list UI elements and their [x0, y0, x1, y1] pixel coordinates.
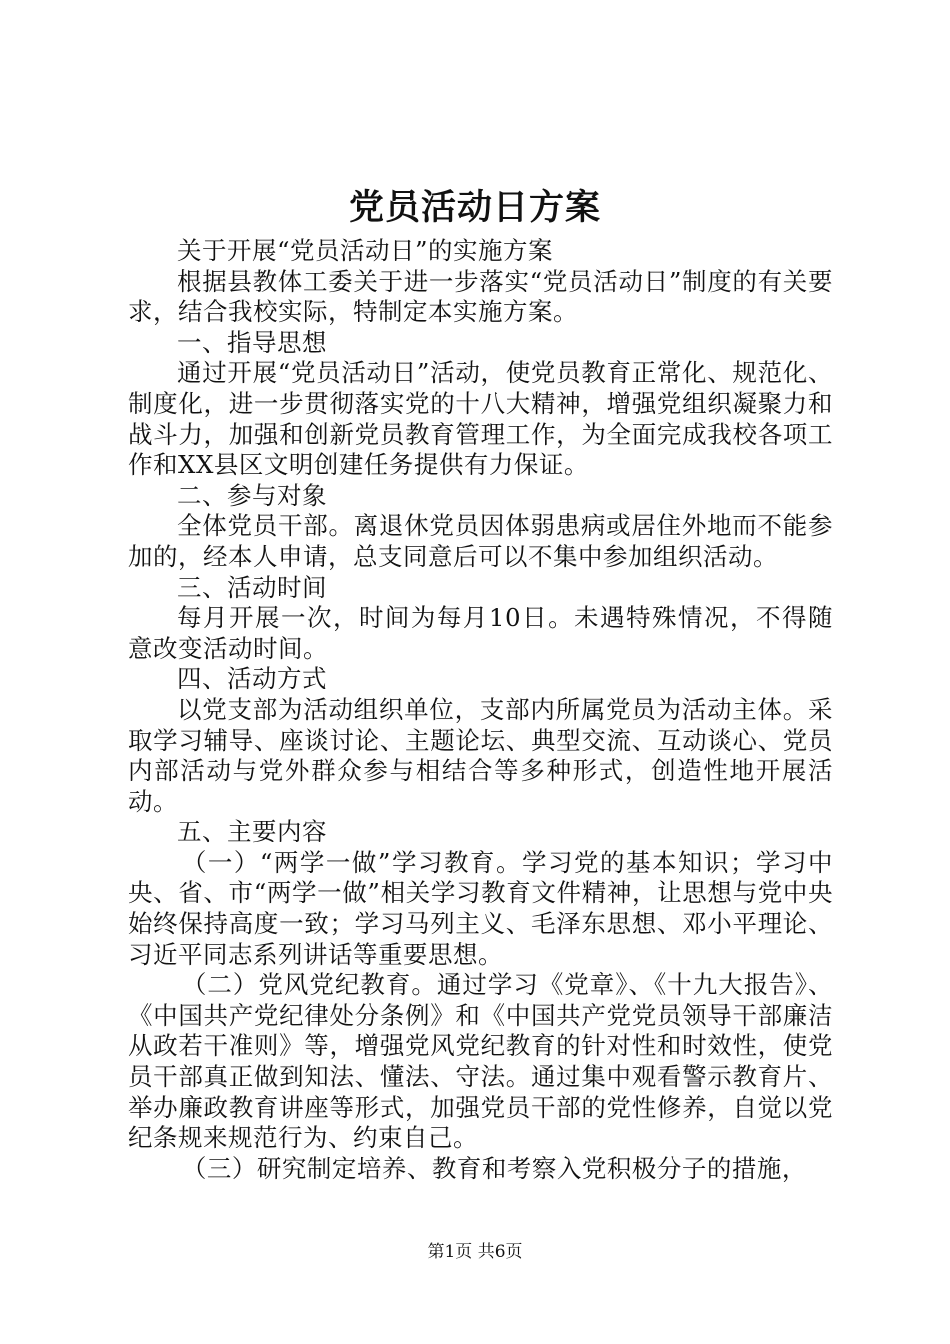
paragraph-intro: 根据县教体工委关于进一步落实“党员活动日”制度的有关要求，结合我校实际，特制定本实施方案。: [128, 266, 833, 327]
page-number-footer: 第1页 共6页: [427, 1242, 523, 1262]
paragraph-subsection-3: （三）研究制定培养、教育和考察入党积极分子的措施，: [181, 1153, 807, 1183]
paragraph-subsection-2: （二）党风党纪教育。通过学习《党章》、《十九大报告》、《中国共产党纪律处分条例》和《中国共产党党员领导干部廉洁从政若干准则》等，增强党风党纪教育的针对性和时效性，使党员干部真正做到知法、懂法、守法。通过集中观看警示教育片、举办廉政教育讲座等形式，加强党员干部的党性修养，自觉以党纪条规来规范行为、约束自己。: [128, 970, 833, 1153]
section-heading-2: 二、参与对象: [177, 480, 327, 510]
paragraph-section-2: 全体党员干部。离退休党员因体弱患病或居住外地而不能参加的，经本人申请，总支同意后可以不集中参加组织活动。: [128, 511, 833, 571]
section-heading-1: 一、指导思想: [177, 327, 327, 357]
document-title: 党员活动日方案: [348, 187, 601, 228]
section-heading-3: 三、活动时间: [177, 572, 327, 602]
paragraph-section-4: 以党支部为活动组织单位，支部内所属党员为活动主体。采取学习辅导、座谈讨论、主题论坛、典型交流、互动谈心、党员内部活动与党外群众参与相结合等多种形式，创造性地开展活动。: [128, 694, 833, 816]
section-heading-5: 五、主要内容: [177, 817, 327, 847]
document-body: [128, 236, 833, 1184]
paragraph-subsection-1: （一）“两学一做”学习教育。学习党的基本知识；学习中央、省、市“两学一做”相关学习教育文件精神，让思想与党中央始终保持高度一致；学习马列主义、毛泽东思想、邓小平理论、习近平同志系列讲话等重要思想。: [128, 847, 833, 969]
section-heading-4: 四、活动方式: [177, 664, 327, 694]
paragraph-section-3: 每月开展一次，时间为每月10日。未遇特殊情况，不得随意改变活动时间。: [128, 603, 833, 663]
paragraph-heading: 关于开展“党员活动日”的实施方案: [177, 236, 554, 265]
paragraph-section-1: 通过开展“党员活动日”活动，使党员教育正常化、规范化、制度化，进一步贯彻落实党的十八大精神，增强党组织凝聚力和战斗力，加强和创新党员教育管理工作，为全面完成我校各项工作和XX县区文明创建任务提供有力保证。: [128, 358, 833, 480]
